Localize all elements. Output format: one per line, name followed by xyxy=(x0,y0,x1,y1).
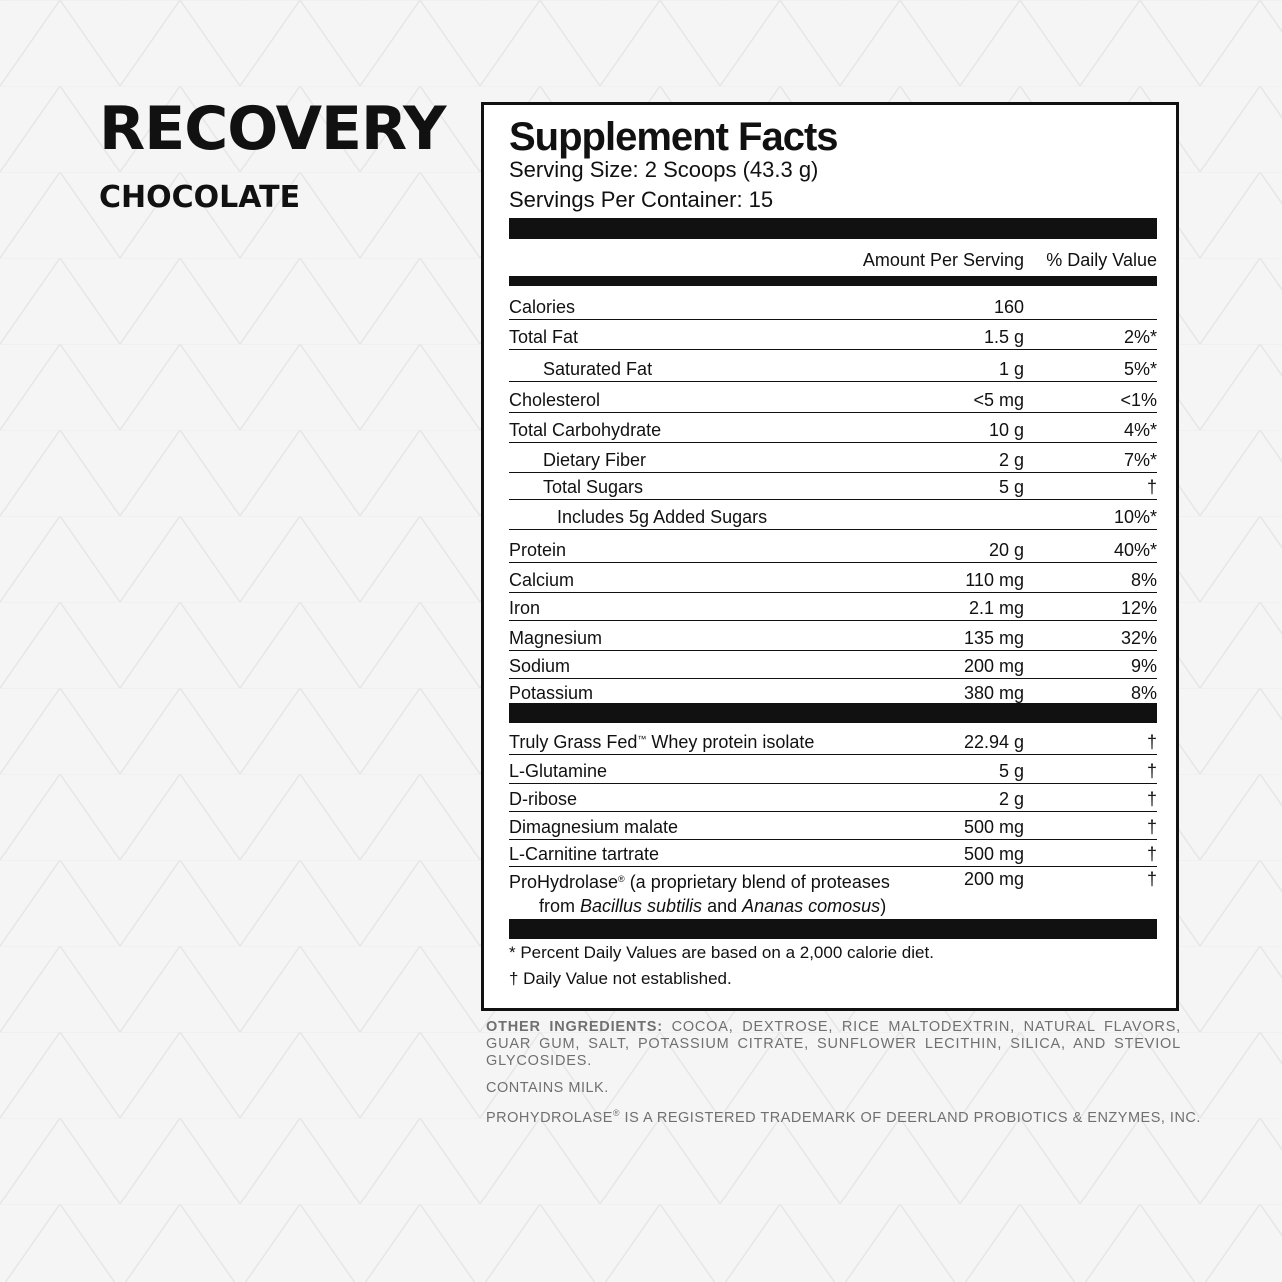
nutrient-row xyxy=(509,412,1157,442)
thick-divider xyxy=(509,919,1157,939)
servings-per-container: Servings Per Container: 15 xyxy=(509,187,774,212)
nutrient-label: Calcium xyxy=(509,570,575,590)
ingredient-daily-value: † xyxy=(1146,761,1157,781)
nutrient-amount: 2.1 mg xyxy=(968,598,1024,618)
nutrient-label: Total Carbohydrate xyxy=(509,420,662,440)
trademark-statement: PROHYDROLASE® IS A REGISTERED TRADEMARK OF DEERLAND PROBIOTICS & ENZYMES, INC. xyxy=(486,1108,1201,1126)
nutrient-amount: 380 mg xyxy=(963,683,1024,703)
allergen-statement: CONTAINS MILK. xyxy=(486,1080,609,1096)
nutrient-label: Calories xyxy=(509,297,576,317)
nutrient-row xyxy=(509,469,1157,499)
nutrient-label: Includes 5g Added Sugars xyxy=(557,507,768,527)
nutrient-row xyxy=(509,319,1157,349)
footnote-percent: * Percent Daily Values are based on a 2,000 calorie diet. xyxy=(509,943,934,962)
nutrient-daily-value: 2%* xyxy=(1123,327,1157,347)
ingredient-daily-value: † xyxy=(1146,789,1157,809)
nutrient-row xyxy=(509,499,1157,529)
nutrient-row xyxy=(509,675,1157,705)
row-divider xyxy=(509,349,1157,351)
nutrient-daily-value: 8% xyxy=(1130,570,1157,590)
nutrient-row xyxy=(509,289,1157,319)
ingredient-label: Truly Grass Fed™ Whey protein isolate xyxy=(509,732,815,752)
nutrient-amount: <5 mg xyxy=(973,390,1024,410)
footnote-dagger: † Daily Value not established. xyxy=(509,969,732,988)
header-daily-value: % Daily Value xyxy=(1046,250,1157,270)
nutrient-daily-value: 4%* xyxy=(1123,420,1157,440)
nutrient-label: Protein xyxy=(509,540,567,560)
thick-divider xyxy=(509,218,1157,239)
nutrient-daily-value: 9% xyxy=(1130,656,1157,676)
nutrient-row xyxy=(509,620,1157,650)
nutrient-daily-value: 40%* xyxy=(1113,540,1157,560)
ingredient-daily-value: † xyxy=(1146,732,1157,752)
nutrient-amount: 10 g xyxy=(988,420,1024,440)
ingredient-label: Dimagnesium malate xyxy=(509,817,679,837)
ingredient-row xyxy=(509,781,1157,811)
product-flavor: CHOCOLATE xyxy=(99,180,301,215)
ingredient-label: D-ribose xyxy=(509,789,578,809)
nutrient-label: Saturated Fat xyxy=(543,359,653,379)
blend-row xyxy=(509,867,1157,917)
ingredient-amount: 2 g xyxy=(998,789,1024,809)
ingredient-row xyxy=(509,753,1157,783)
nutrient-amount: 5 g xyxy=(998,477,1024,497)
nutrient-row xyxy=(509,562,1157,592)
nutrient-row xyxy=(509,382,1157,412)
nutrient-daily-value: † xyxy=(1146,477,1157,497)
nutrient-amount: 160 xyxy=(993,297,1024,317)
supplement-facts-panel xyxy=(481,102,1179,1011)
ingredient-label: L-Carnitine tartrate xyxy=(509,844,660,864)
ingredient-amount: 500 mg xyxy=(963,817,1024,837)
product-name: RECOVERY xyxy=(99,94,446,164)
nutrient-daily-value: 32% xyxy=(1120,628,1157,648)
nutrient-daily-value: 10%* xyxy=(1113,507,1157,527)
nutrient-daily-value: <1% xyxy=(1120,390,1157,410)
other-ingredients: OTHER INGREDIENTS: COCOA, DEXTROSE, RICE MALTODEXTRIN, NATURAL FLAVORS, GUAR GUM, SALT, POTASSIUM CITRATE, SUNFLOWER LECITHIN, SILICA, AND STEVIOL GLYCOSIDES. xyxy=(486,1019,1181,1069)
ingredient-amount: 22.94 g xyxy=(963,732,1024,752)
ingredient-amount: 5 g xyxy=(998,761,1024,781)
ingredient-row xyxy=(509,809,1157,839)
ingredient-daily-value: † xyxy=(1146,844,1157,864)
nutrient-row xyxy=(509,648,1157,678)
nutrient-amount: 1.5 g xyxy=(983,327,1024,347)
facts-title: Supplement Facts xyxy=(509,115,838,159)
nutrient-label: Total Fat xyxy=(509,327,579,347)
nutrient-amount: 200 mg xyxy=(963,656,1024,676)
serving-size: Serving Size: 2 Scoops (43.3 g) xyxy=(509,157,819,182)
nutrient-row xyxy=(509,590,1157,620)
header-amount: Amount Per Serving xyxy=(862,250,1024,270)
nutrient-row xyxy=(509,351,1157,381)
nutrient-label: Dietary Fiber xyxy=(543,450,647,470)
nutrient-daily-value: 8% xyxy=(1130,683,1157,703)
nutrient-amount: 135 mg xyxy=(963,628,1024,648)
nutrient-daily-value: 5%* xyxy=(1123,359,1157,379)
nutrient-label: Total Sugars xyxy=(543,477,644,497)
nutrient-amount: 20 g xyxy=(988,540,1024,560)
nutrient-label: Magnesium xyxy=(509,628,603,648)
ingredient-row xyxy=(509,724,1157,754)
blend-label: ProHydrolase® (a proprietary blend of proteases from Bacillus subtilis and Ananas comosus) xyxy=(509,872,890,916)
nutrient-amount: 1 g xyxy=(998,359,1024,379)
nutrient-label: Potassium xyxy=(509,683,594,703)
nutrient-daily-value: 7%* xyxy=(1123,450,1157,470)
ingredient-label: L-Glutamine xyxy=(509,761,608,781)
ingredient-amount: 500 mg xyxy=(963,844,1024,864)
thick-divider xyxy=(509,703,1157,723)
medium-divider xyxy=(509,276,1157,286)
nutrient-amount: 2 g xyxy=(998,450,1024,470)
blend-amount: 200 mg xyxy=(963,869,1024,889)
blend-daily-value: † xyxy=(1146,869,1157,889)
nutrient-daily-value: 12% xyxy=(1120,598,1157,618)
nutrient-amount: 110 mg xyxy=(965,570,1024,590)
nutrient-label: Cholesterol xyxy=(509,390,601,410)
nutrient-row xyxy=(509,442,1157,472)
row-divider xyxy=(509,529,1157,531)
ingredient-daily-value: † xyxy=(1146,817,1157,837)
nutrient-label: Sodium xyxy=(509,656,571,676)
nutrient-label: Iron xyxy=(509,598,541,618)
ingredient-row xyxy=(509,836,1157,866)
nutrient-row xyxy=(509,532,1157,562)
